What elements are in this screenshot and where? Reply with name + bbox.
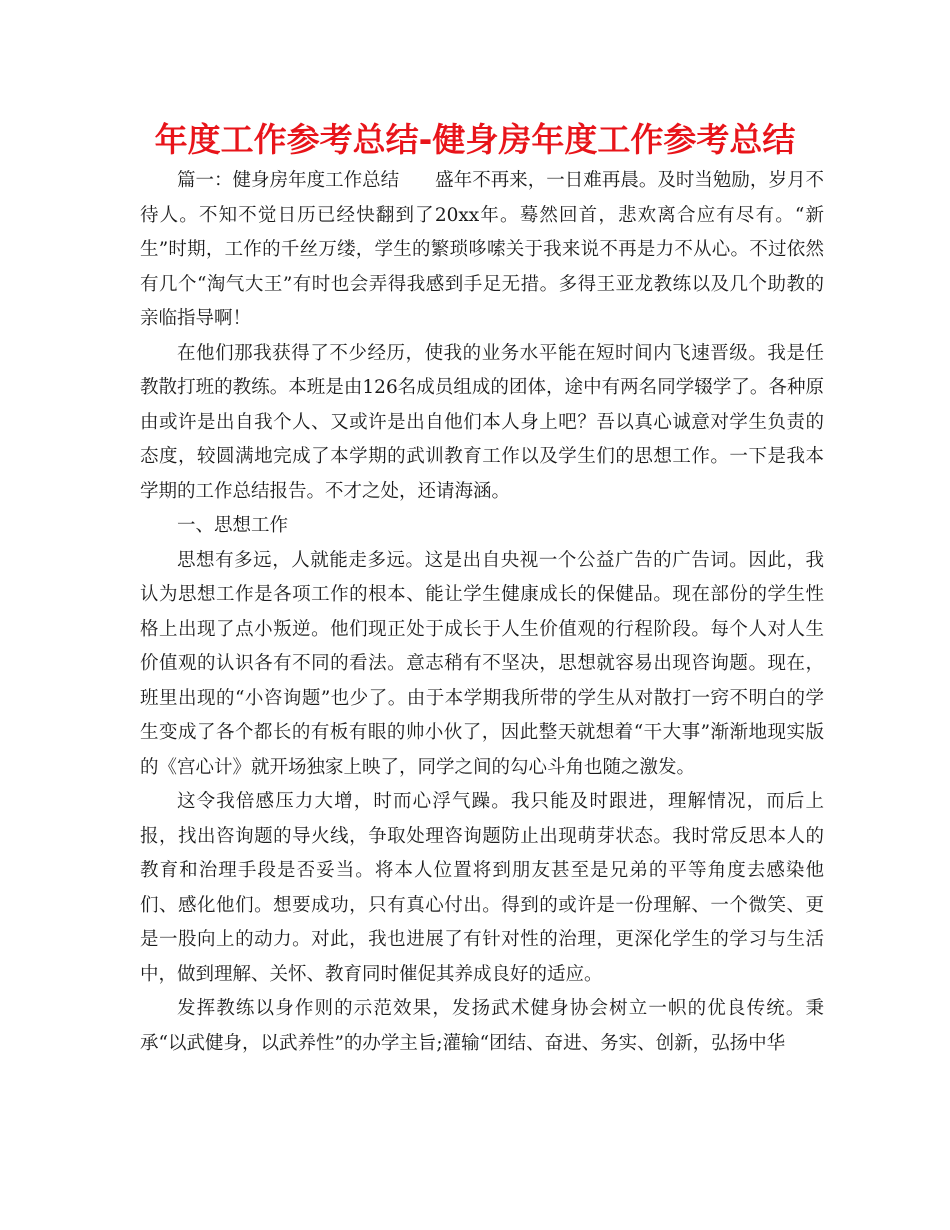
intro-label: 篇一：健身房年度工作总结	[177, 170, 400, 191]
paragraph-2: 在他们那我获得了不少经历，使我的业务水平能在短时间内飞速晋级。我是任教散打班的教练。本班是由126名成员组成的团体，途中有两名同学辍学了。各种原由或许是出自我个人、又或许是出自他们本人身上吧？吾以真心诚意对学生负责的态度，较圆满地完成了本学期的武训教育工作以及学生们的思想工作。一下是我本学期的工作总结报告。不才之处，还请海涵。	[140, 342, 824, 502]
document-title: 年度工作参考总结-健身房年度工作参考总结	[154, 120, 796, 159]
paragraph-3: 思想有多远，人就能走多远。这是出自央视一个公益广告的广告词。因此，我认为思想工作是各项工作的根本、能让学生健康成长的保健品。现在部份的学生性格上出现了点小叛逆。他们现正处于成长于人生价值观的行程阶段。每个人对人生价值观的认识各有不同的看法。意志稍有不坚决，思想就容易出现咨询题。现在，班里出现的“小咨询题”也少了。由于本学期我所带的学生从对散打一窍不明白的学生变成了各个都长的有板有眼的帅小伙了，因此整天就想着“干大事”渐渐地现实版的《宫心计》就开场独家上映了，同学之间的勾心斗角也随之激发。	[140, 549, 824, 778]
paragraph-1-text: 盛年不再来，一日难再晨。及时当勉励，岁月不待人。不知不觉日历已经快翻到了20xx年。蓦然回首，悲欢离合应有尽有。“新生”时期，工作的千丝万缕，学生的繁琐哆嗦关于我来说不再是力不从心。不过依然有几个“淘气大王”有时也会弄得我感到手足无措。多得王亚龙教练以及几个助教的亲临指导啊！	[140, 170, 824, 329]
paragraph-5: 发挥教练以身作则的示范效果，发扬武术健身协会树立一帜的优良传统。秉承“以武健身，以武养性”的办学主旨;灌输“团结、奋进、务实、创新，弘扬中华	[140, 998, 824, 1054]
paragraph-4: 这令我倍感压力大增，时而心浮气躁。我只能及时跟进，理解情况，而后上报，找出咨询题的导火线，争取处理咨询题防止出现萌芽状态。我时常反思本人的教育和治理手段是否妥当。将本人位置将到朋友甚至是兄弟的平等角度去感染他们、感化他们。想要成功，只有真心付出。得到的或许是一份理解、一个微笑、更是一股向上的动力。对此，我也进展了有针对性的治理，更深化学生的学习与生活中，做到理解、关怀、教育同时催促其养成良好的适应。	[140, 791, 824, 985]
paragraph-1	[140, 164, 824, 337]
section-heading-1: 一、思想工作	[177, 515, 289, 536]
document-body	[140, 164, 824, 1061]
